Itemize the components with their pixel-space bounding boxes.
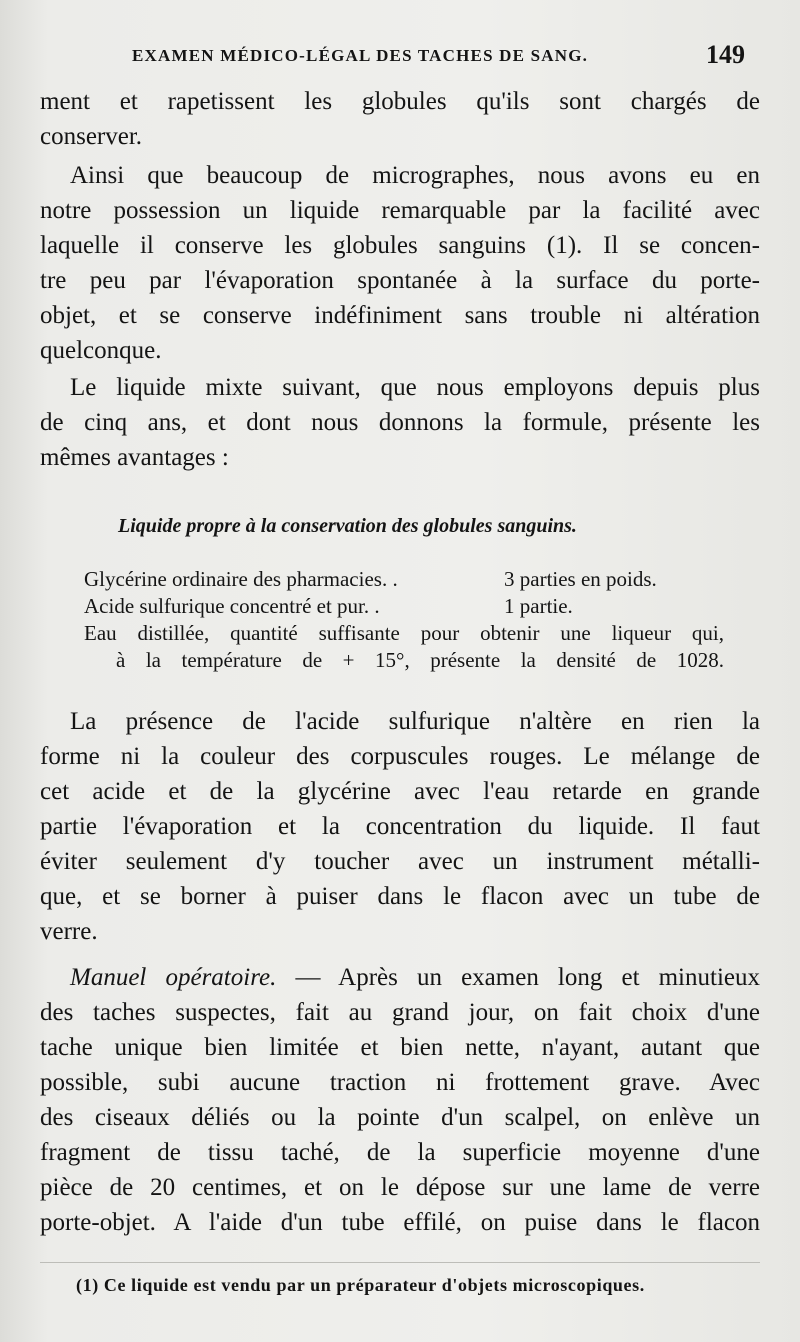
text-line: laquelle il conserve les globules sanguins (1). Il se concen- bbox=[40, 232, 760, 259]
text-line: porte-objet. A l'aide d'un tube effilé, on puise dans le flacon bbox=[40, 1209, 760, 1236]
text-line: notre possession un liquide remarquable par la facilité avec bbox=[40, 197, 760, 224]
text-line: tache unique bien limitée et bien nette, n'ayant, autant que bbox=[40, 1034, 760, 1061]
text-line: de cinq ans, et dont nous donnons la formule, présente les bbox=[40, 409, 760, 436]
text-line: objet, et se conserve indéfiniment sans trouble ni altération bbox=[40, 302, 760, 329]
footnote-divider bbox=[40, 1262, 760, 1263]
text-line: éviter seulement d'y toucher avec un instrument métalli- bbox=[40, 848, 760, 875]
formula-quantity: 3 parties en poids. bbox=[504, 567, 657, 591]
text-line: mêmes avantages : bbox=[40, 444, 229, 471]
text-line: fragment de tissu taché, de la superficie moyenne d'une bbox=[40, 1139, 760, 1166]
formula-ingredient: Acide sulfurique concentré et pur. . bbox=[84, 594, 380, 618]
text-line: des taches suspectes, fait au grand jour, on fait choix d'une bbox=[40, 999, 760, 1026]
paragraph-4 bbox=[40, 704, 760, 949]
text-line: partie l'évaporation et la concentration du liquide. Il faut bbox=[40, 813, 760, 840]
text-line: Le liquide mixte suivant, que nous employons depuis plus bbox=[70, 374, 760, 401]
formula-row bbox=[84, 566, 724, 593]
formula-caption: Liquide propre à la conservation des globules sanguins. bbox=[118, 515, 577, 537]
page-number: 149 bbox=[706, 40, 745, 69]
footnote: (1) Ce liquide est vendu par un préparateur d'objets microscopiques. bbox=[76, 1275, 645, 1295]
text-line: La présence de l'acide sulfurique n'altère en rien la bbox=[70, 708, 760, 735]
formula-water-line: Eau distillée, quantité suffisante pour obtenir une liqueur qui, bbox=[84, 621, 724, 645]
text-line: pièce de 20 centimes, et on le dépose sur une lame de verre bbox=[40, 1174, 760, 1201]
lead-rest: — Après un examen long et minutieux bbox=[276, 964, 760, 991]
text-line: forme ni la couleur des corpuscules rouges. Le mélange de bbox=[40, 743, 760, 770]
running-head: EXAMEN MÉDICO-LÉGAL DES TACHES DE SANG. bbox=[132, 46, 589, 65]
page-header bbox=[0, 38, 800, 78]
formula-quantity: 1 partie. bbox=[504, 594, 573, 618]
formula-block bbox=[84, 566, 724, 674]
paragraph-1 bbox=[40, 84, 760, 154]
section-lead: Manuel opératoire. bbox=[70, 964, 277, 991]
formula-ingredient: Glycérine ordinaire des pharmacies. . bbox=[84, 567, 398, 591]
text-line: quelconque. bbox=[40, 337, 162, 364]
text-line: Ainsi que beaucoup de micrographes, nous avons eu en bbox=[70, 162, 760, 189]
text-line bbox=[40, 960, 760, 995]
text-line: tre peu par l'évaporation spontanée à la surface du porte- bbox=[40, 267, 760, 294]
text-line: possible, subi aucune traction ni frottement grave. Avec bbox=[40, 1069, 760, 1096]
paragraph-2 bbox=[40, 158, 760, 368]
formula-water-line: à la température de + 15°, présente la densité de 1028. bbox=[116, 648, 724, 672]
text-line: des ciseaux déliés ou la pointe d'un scalpel, on enlève un bbox=[40, 1104, 760, 1131]
text-line: verre. bbox=[40, 918, 98, 945]
text-line: que, et se borner à puiser dans le flacon avec un tube de bbox=[40, 883, 760, 910]
paragraph-3 bbox=[40, 370, 760, 475]
text-line: cet acide et de la glycérine avec l'eau retarde en grande bbox=[40, 778, 760, 805]
text-line: conserver. bbox=[40, 123, 143, 150]
paragraph-5 bbox=[40, 960, 760, 1240]
text-line: ment et rapetissent les globules qu'ils sont chargés de bbox=[40, 88, 760, 115]
formula-row bbox=[84, 593, 724, 620]
